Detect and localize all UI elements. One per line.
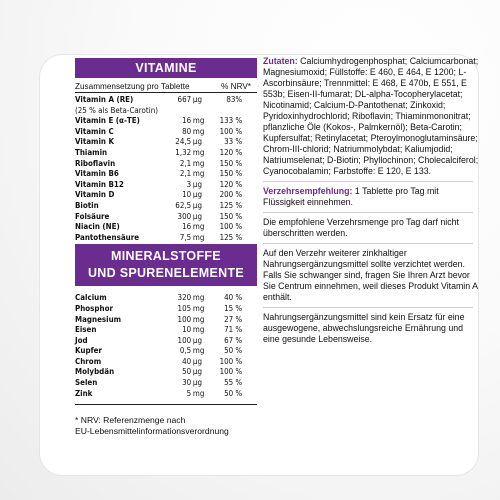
table-row (75, 335, 257, 346)
row-amount: 100 (177, 334, 192, 345)
table-row (75, 366, 257, 377)
minerals-header (75, 244, 257, 286)
footnote (75, 415, 257, 437)
row-pct: 100 % (219, 125, 243, 136)
row-unit: µg (192, 94, 202, 104)
nutrition-table (75, 58, 257, 437)
row-unit: mg (192, 292, 205, 303)
row-amount: 0,5 (179, 345, 192, 356)
table-row (75, 147, 257, 158)
minerals-rows (75, 292, 257, 398)
row-amount: 24,5 (175, 136, 192, 147)
row-unit: µg (192, 178, 202, 189)
row-pct: 27 % (224, 313, 243, 324)
vitamins-rows (75, 94, 257, 242)
row-pct: 50 % (224, 345, 243, 356)
row-name: Vitamin B12 (75, 178, 124, 189)
nrv-column-label: % NRV* (221, 82, 251, 91)
row-pct: 200 % (219, 189, 243, 200)
row-unit: mg (192, 313, 205, 324)
row-unit: µg (192, 210, 202, 221)
row-name: Vitamin A (RE) (75, 94, 134, 104)
table-row (75, 168, 257, 179)
row-amount: 2,1 (179, 168, 192, 179)
row-amount: 30 (182, 377, 192, 388)
row-pct: 100 % (219, 221, 243, 232)
row-name: Vitamin C (75, 125, 114, 136)
row-name: Pantothensäure (75, 231, 140, 242)
dosage-label: Verzehrsempfehlung: (263, 186, 353, 196)
table-row (75, 211, 257, 222)
table-row (75, 345, 257, 356)
row-unit: µg (192, 334, 202, 345)
row-pct: 125 % (219, 199, 243, 210)
ingredients-block (263, 56, 481, 177)
table-bottom-rule (75, 404, 257, 405)
row-amount: 320 (177, 292, 192, 303)
row-unit: µg (192, 189, 202, 200)
row-amount: 62,5 (175, 199, 192, 210)
table-row (75, 126, 257, 137)
row-pct: 67 % (224, 334, 243, 345)
row-amount: 1,32 (175, 146, 192, 157)
table-row (75, 136, 257, 147)
table-row (75, 377, 257, 388)
ingredients-label: Zutaten: (263, 56, 298, 66)
row-unit: mg (192, 345, 205, 356)
table-row (75, 324, 257, 335)
row-pct: 150 % (219, 210, 243, 221)
table-row (75, 292, 257, 303)
row-pct: 100 % (219, 355, 243, 366)
row-amount: 10 (182, 189, 192, 200)
row-amount: 300 (177, 210, 192, 221)
vitamins-header: VITAMINE (75, 58, 257, 78)
row-name: Eisen (75, 324, 97, 335)
dosage-block (263, 186, 481, 208)
row-unit: µg (192, 355, 202, 366)
table-row (75, 115, 257, 126)
table-row (75, 189, 257, 200)
table-row (75, 200, 257, 211)
table-row (75, 232, 257, 243)
footnote-line1: * NRV: Referenzmenge nach (75, 415, 186, 426)
row-amount: 10 (182, 324, 192, 335)
note-paragraph: Auf den Verzehr weiterer zinkhaltiger Nahrungsergänzungsmittel sollte verzichtet werden. Falls Sie schwanger sind, fragen Sie Ihren Arzt bevor Sie Centrum einnehmen, weil dieses Produkt Vitamin A enthält. (263, 248, 478, 302)
row-unit: mg (192, 324, 205, 335)
row-name: Vitamin B6 (75, 168, 119, 179)
table-row (75, 221, 257, 232)
table-row (75, 388, 257, 399)
row-name: Phosphor (75, 302, 114, 313)
row-pct: 15 % (224, 302, 243, 313)
row-pct: 150 % (219, 157, 243, 168)
row-pct: 71 % (224, 324, 243, 335)
row-name: Zink (75, 387, 93, 398)
row-amount: 50 (182, 366, 192, 377)
row-amount: 5 (186, 387, 192, 398)
row-unit: µg (192, 136, 202, 147)
table-row (75, 179, 257, 190)
row-amount: 105 (177, 302, 192, 313)
row-name: Folsäure (75, 210, 110, 221)
row-name: Kupfer (75, 345, 103, 356)
row-amount: 80 (182, 125, 192, 136)
row-unit: µg (192, 199, 202, 210)
footnote-line2: EU-Lebensmittelinformationsverordnung (75, 426, 229, 437)
row-name: Vitamin K (75, 136, 114, 147)
row-name: Thiamin (75, 146, 108, 157)
row-pct: 100 % (219, 366, 243, 377)
row-unit: mg (192, 387, 205, 398)
row-pct: 83% (226, 94, 243, 104)
table-row (75, 314, 257, 325)
row-name: Chrom (75, 355, 102, 366)
table-row (75, 356, 257, 367)
row-unit: mg (192, 146, 205, 157)
divider (263, 243, 473, 244)
row-name: (25 % als Beta-Carotin) (75, 104, 158, 115)
row-name: Riboflavin (75, 157, 116, 168)
row-pct: 150 % (219, 168, 243, 179)
divider (263, 181, 473, 182)
table-row (75, 303, 257, 314)
row-pct: 125 % (219, 231, 243, 242)
dosage-text: 1 Tablette pro Tag mit Flüssigkeit einnehmen. (263, 186, 439, 207)
row-amount: 667 (177, 94, 192, 104)
row-amount: 3 (186, 178, 192, 189)
divider (263, 212, 473, 213)
row-unit: mg (192, 125, 205, 136)
row-unit: mg (192, 231, 205, 242)
table-column-header (75, 82, 257, 93)
minerals-header-line1: MINERALSTOFFE (111, 249, 221, 264)
table-row (75, 105, 257, 116)
composition-column-label: Zusammensetzung pro Tablette (75, 82, 190, 91)
note-paragraph: Nahrungsergänzungsmittel sind kein Ersatz für eine ausgewogene, abwechslungsreiche Ernährung und eine gesunde Lebensweise. (263, 312, 465, 344)
row-amount: 16 (182, 221, 192, 232)
row-unit: mg (192, 157, 205, 168)
row-unit: mg (192, 115, 205, 126)
row-amount: 2,1 (179, 157, 192, 168)
table-row (75, 158, 257, 169)
row-amount: 16 (182, 115, 192, 126)
divider (263, 307, 473, 308)
ingredients-column (263, 56, 481, 349)
row-pct: 33 % (224, 136, 243, 147)
row-pct: 133 % (219, 115, 243, 126)
row-name: Vitamin D (75, 189, 115, 200)
row-unit: mg (192, 221, 205, 232)
row-unit: µg (192, 366, 202, 377)
row-amount: 7,5 (179, 231, 192, 242)
row-name: Calcium (75, 292, 107, 303)
minerals-header-line2: UND SPURENELEMENTE (87, 266, 245, 281)
row-unit: µg (192, 377, 202, 388)
row-name: Molybdän (75, 366, 115, 377)
row-pct: 120 % (219, 178, 243, 189)
row-amount: 100 (177, 313, 192, 324)
row-name: Niacin (NE) (75, 221, 120, 232)
row-amount: 40 (182, 355, 192, 366)
row-unit: mg (192, 302, 205, 313)
note-paragraph: Die empfohlene Verzehrsmenge pro Tag darf nicht überschritten werden. (263, 217, 459, 238)
row-name: Jod (75, 334, 88, 345)
row-pct: 50 % (224, 387, 243, 398)
ingredients-text: Calciumhydrogenphosphat; Calciumcarbonat; Magnesiumoxid; Füllstoffe: E 460, E 464, E 1200; L-Ascorbinsäure; Trennmittel: E 468, E 470b, E 551, E 553b; Eisen-II-fumarat; DL-alpha-Tocopherylacetat; Nicotinamid; Calcium-D-Pantothenat; Zinkoxid; Pyridoxinhydrochlorid; Riboflavin; Thiaminmononitrat; pflanzliche Öle (Kokos-, Palmkernöl); Beta-Carotin; Kupfersulfat; Retinylacetat; Pteroylmonoglutaminsäure; Chrom-III-chlorid; Natriummolybdat; Kaliumjodid; Natriumselenat; D-Biotin; Phyllochinon; Cholecalciferol; Cyanocobalamin; Farbstoffe: E 120, E 133. (263, 56, 479, 176)
row-unit: mg (192, 168, 205, 179)
row-name: Vitamin E (α-TE) (75, 115, 140, 126)
row-pct: 55 % (224, 377, 243, 388)
row-name: Biotin (75, 199, 99, 210)
row-pct: 40 % (224, 292, 243, 303)
row-name: Magnesium (75, 313, 122, 324)
table-row (75, 94, 257, 105)
row-name: Selen (75, 377, 98, 388)
row-pct: 120 % (219, 146, 243, 157)
